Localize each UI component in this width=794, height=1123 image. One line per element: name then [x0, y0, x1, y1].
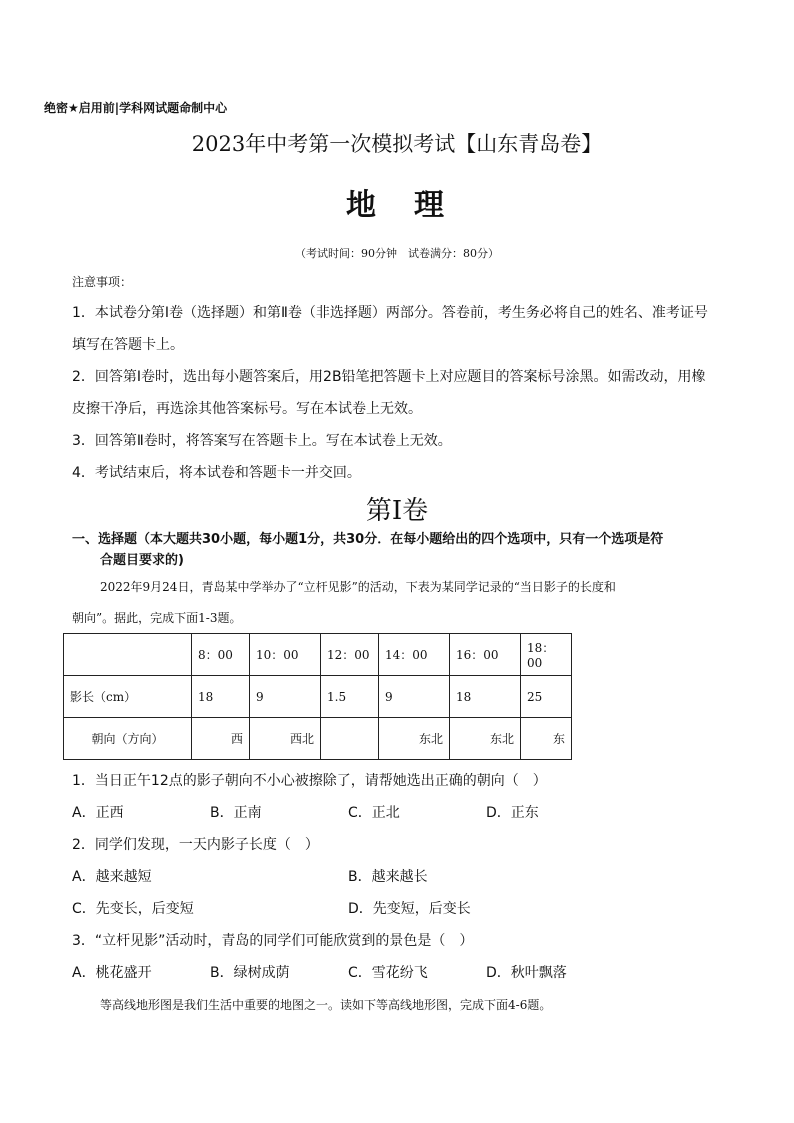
table-row-label: 朝向（方向）	[64, 718, 192, 760]
passage-text: 等高线地形图是我们生活中重要的地图之一。读如下等高线地形图，完成下面4-6题。	[100, 998, 552, 1012]
question-option: D．正东	[486, 805, 539, 821]
table-cell: 25	[521, 676, 572, 718]
question-option: A．越来越短	[72, 869, 152, 885]
table-cell: 10：00	[250, 634, 321, 676]
table-cell: 西	[192, 718, 250, 760]
question-option: C．雪花纷飞	[348, 965, 428, 981]
table-row	[64, 718, 572, 760]
table-cell: 9	[250, 676, 321, 718]
table-cell: 东北	[379, 718, 450, 760]
notice-item: 4．考试结束后，将本试卷和答题卡一并交回。	[72, 465, 361, 481]
question-option: B．正南	[210, 805, 262, 821]
question-option: B．绿树成荫	[210, 965, 290, 981]
table-row	[64, 676, 572, 718]
notice-title: 注意事项：	[72, 275, 133, 289]
notice-item: 3．回答第Ⅱ卷时，将答案写在答题卡上。写在本试卷上无效。	[72, 433, 452, 449]
table-cell: 8：00	[192, 634, 250, 676]
notice-item: 皮擦干净后，再选涂其他答案标号。写在本试卷上无效。	[72, 401, 422, 417]
table-cell: 西北	[250, 718, 321, 760]
table-row	[64, 634, 572, 676]
table-cell: 18	[192, 676, 250, 718]
table-cell: 9	[379, 676, 450, 718]
question-option: B．越来越长	[348, 869, 428, 885]
section-heading-cont: 合题目要求的)	[100, 553, 184, 568]
table-cell: 东北	[450, 718, 521, 760]
table-row-label: 影长（cm）	[64, 676, 192, 718]
notice-item: 填写在答题卡上。	[72, 337, 184, 353]
question-option: A．正西	[72, 805, 124, 821]
table-cell	[321, 718, 379, 760]
passage-text: 朝向”。据此，完成下面1-3题。	[72, 611, 242, 625]
question-stem: 2．同学们发现，一天内影子长度（ ）	[72, 837, 319, 853]
question-option: D．先变短，后变长	[348, 901, 471, 917]
subject-title: 地 理	[346, 188, 448, 223]
question-option: D．秋叶飘落	[486, 965, 567, 981]
passage-text: 2022年9月24日，青岛某中学举办了“立杆见影”的活动，下表为某同学记录的“当日影子的长度和	[100, 580, 616, 594]
question-option: C．正北	[348, 805, 400, 821]
question-stem: 3．“立杆见影”活动时，青岛的同学们可能欣赏到的景色是（ ）	[72, 933, 474, 949]
exam-title: 2023年中考第一次模拟考试【山东青岛卷】	[191, 132, 603, 156]
table-cell: 14：00	[379, 634, 450, 676]
question-option: C．先变长，后变短	[72, 901, 194, 917]
shadow-record-table	[63, 633, 572, 760]
notice-item: 2．回答第Ⅰ卷时，选出每小题答案后，用2B铅笔把答题卡上对应题目的答案标号涂黑。如需改动，用橡	[72, 369, 706, 385]
table-cell: 18：00	[521, 634, 572, 676]
question-stem: 1．当日正午12点的影子朝向不小心被擦除了，请帮她选出正确的朝向（ ）	[72, 773, 547, 789]
table-cell: 18	[450, 676, 521, 718]
table-cell: 1.5	[321, 676, 379, 718]
table-cell: 16：00	[450, 634, 521, 676]
secret-label: 绝密★启用前|学科网试题命制中心	[44, 101, 228, 115]
section-title: 第Ⅰ卷	[365, 496, 429, 526]
exam-info: （考试时间：90分钟 试卷满分：80分）	[295, 247, 499, 260]
section-heading: 一、选择题（本大题共30小题，每小题1分，共30分．在每小题给出的四个选项中，只有一个选项是符	[72, 532, 664, 547]
question-option: A．桃花盛开	[72, 965, 152, 981]
notice-item: 1．本试卷分第Ⅰ卷（选择题）和第Ⅱ卷（非选择题）两部分。答卷前，考生务必将自己的姓名、准考证号	[72, 305, 708, 321]
table-cell: 12：00	[321, 634, 379, 676]
table-cell: 东	[521, 718, 572, 760]
table-cell	[64, 634, 192, 676]
